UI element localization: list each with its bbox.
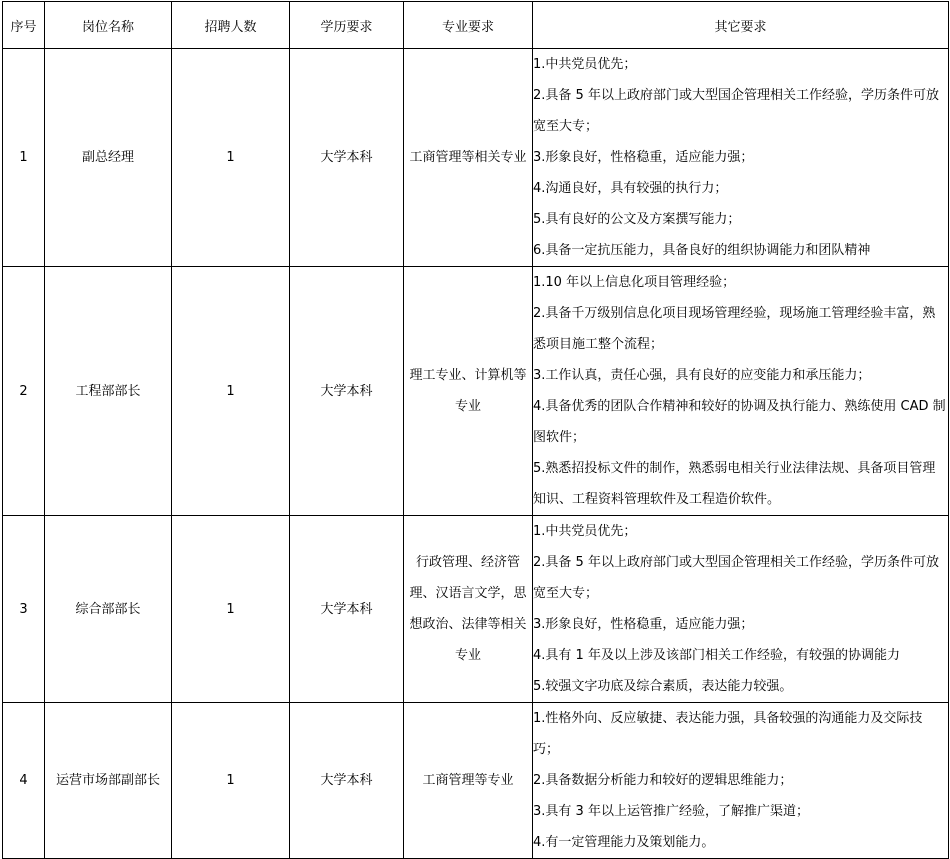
recruitment-table: [2, 1, 949, 859]
requirement-line: 1.10 年以上信息化项目管理经验；: [533, 275, 736, 290]
cell-requirements: [533, 49, 949, 267]
cell-no: 2: [3, 267, 45, 516]
table-row: [3, 49, 949, 267]
requirement-line: 1.中共党员优先；: [533, 57, 637, 72]
cell-education: 大学本科: [290, 49, 404, 267]
requirement-line: 6.具备一定抗压能力，具备良好的组织协调能力和团队精神: [533, 243, 871, 258]
cell-major: 理工专业、计算机等专业: [404, 267, 533, 516]
header-cell-position: 岗位名称: [45, 2, 172, 49]
cell-requirements: [533, 516, 949, 703]
requirement-line: 5.较强文字功底及综合素质，表达能力较强。: [533, 679, 793, 694]
cell-major: 工商管理等专业: [404, 703, 533, 859]
cell-position: 副总经理: [45, 49, 172, 267]
table-row: [3, 703, 949, 859]
requirement-line: 3.具有 3 年以上运管推广经验，了解推广渠道；: [533, 804, 809, 819]
requirement-line: 3.形象良好，性格稳重，适应能力强；: [533, 617, 754, 632]
cell-major: 工商管理等相关专业: [404, 49, 533, 267]
requirement-line: 5.熟悉招投标文件的制作，熟悉弱电相关行业法律法规、具备项目管理知识、工程资料管理软件及工程造价软件。: [533, 461, 936, 507]
requirement-line: 3.形象良好，性格稳重，适应能力强；: [533, 150, 754, 165]
requirement-line: 4.有一定管理能力及策划能力。: [533, 835, 715, 850]
cell-requirements: [533, 703, 949, 859]
cell-no: 1: [3, 49, 45, 267]
cell-no: 4: [3, 703, 45, 859]
requirement-line: 4.具备优秀的团队合作精神和较好的协调及执行能力、熟练使用 CAD 制图软件；: [533, 399, 946, 445]
cell-count: 1: [172, 49, 290, 267]
cell-no: 3: [3, 516, 45, 703]
requirement-line: 2.具备 5 年以上政府部门或大型国企管理相关工作经验，学历条件可放宽至大专；: [533, 88, 939, 134]
requirement-line: 4.具有 1 年及以上涉及该部门相关工作经验，有较强的协调能力: [533, 648, 900, 663]
cell-education: 大学本科: [290, 267, 404, 516]
header-cell-education: 学历要求: [290, 2, 404, 49]
cell-education: 大学本科: [290, 516, 404, 703]
header-cell-other-requirements: 其它要求: [533, 2, 949, 49]
recruitment-table-container: [2, 1, 949, 859]
requirement-line: 2.具备千万级别信息化项目现场管理经验，现场施工管理经验丰富，熟悉项目施工整个流程；: [533, 306, 936, 352]
table-row: [3, 516, 949, 703]
requirement-line: 2.具备 5 年以上政府部门或大型国企管理相关工作经验，学历条件可放宽至大专；: [533, 555, 939, 601]
requirement-line: 5.具有良好的公文及方案撰写能力；: [533, 212, 741, 227]
cell-position: 综合部部长: [45, 516, 172, 703]
header-cell-major: 专业要求: [404, 2, 533, 49]
table-row: [3, 267, 949, 516]
cell-major: 行政管理、经济管理、汉语言文学，思想政治、法律等相关专业: [404, 516, 533, 703]
cell-position: 工程部部长: [45, 267, 172, 516]
header-cell-no: 序号: [3, 2, 45, 49]
cell-count: 1: [172, 516, 290, 703]
header-row: [3, 2, 949, 49]
cell-count: 1: [172, 703, 290, 859]
requirement-line: 1.性格外向、反应敏捷、表达能力强，具备较强的沟通能力及交际技巧；: [533, 711, 923, 757]
header-cell-count: 招聘人数: [172, 2, 290, 49]
cell-requirements: [533, 267, 949, 516]
requirement-line: 3.工作认真，责任心强，具有良好的应变能力和承压能力；: [533, 368, 871, 383]
cell-count: 1: [172, 267, 290, 516]
cell-position: 运营市场部副部长: [45, 703, 172, 859]
requirement-line: 2.具备数据分析能力和较好的逻辑思维能力；: [533, 773, 793, 788]
cell-education: 大学本科: [290, 703, 404, 859]
requirement-line: 4.沟通良好，具有较强的执行力；: [533, 181, 728, 196]
requirement-line: 1.中共党员优先；: [533, 524, 637, 539]
